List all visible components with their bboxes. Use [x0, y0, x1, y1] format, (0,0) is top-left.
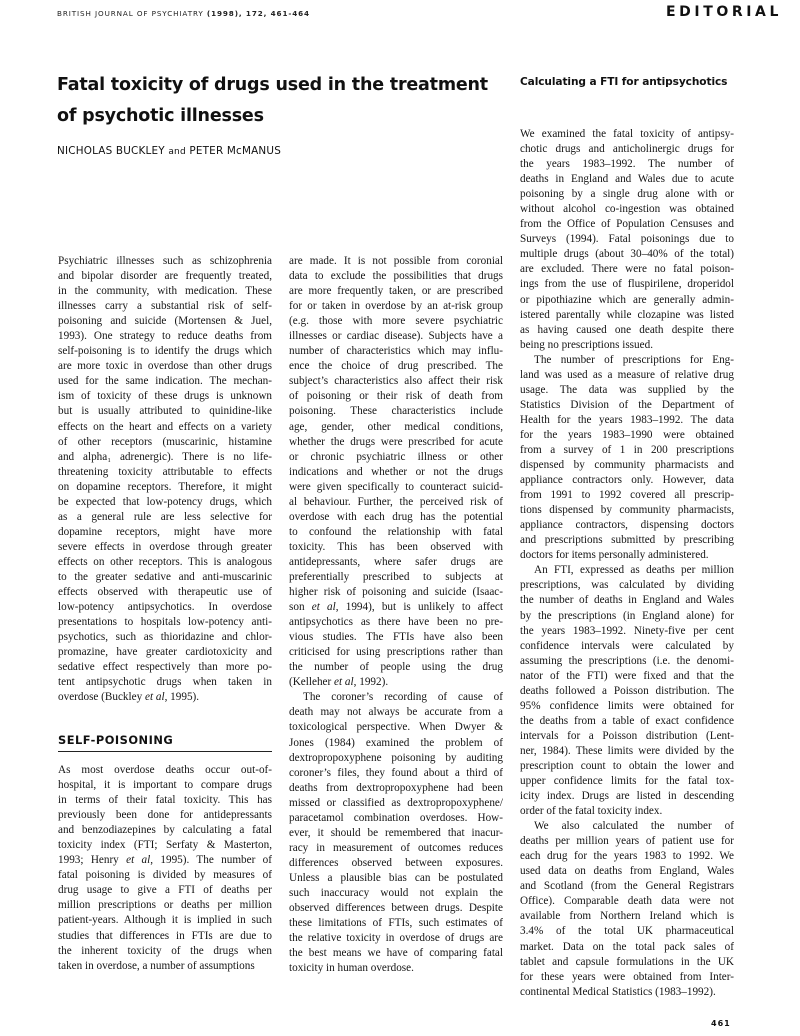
text-line: 1993; Henry et al, 1995). The number of [58, 854, 272, 867]
text-line: psychotics, such as thioridazine and chlor- [58, 631, 272, 644]
text-line: toxicity. This has been observed with [289, 540, 503, 553]
text-line: poisoning and suicide (Mortensen & Juel, [58, 315, 272, 328]
text-line: the years 1983–1992. Ninety-five per cent [520, 624, 734, 637]
text-line: as having caused one death despite there [520, 323, 734, 336]
column-2 [289, 254, 503, 976]
text-line: illnesses or cardiac disease). Subjects have a [289, 330, 503, 343]
text-line: land was used as a measure of relative drug [520, 368, 734, 381]
text-line: An FTI, expressed as deaths per million [534, 564, 734, 577]
text-line: icity index. Drugs are listed in descending [520, 790, 734, 803]
text-line: Office). Comparable death data were not [520, 895, 734, 908]
text-line: Psychiatric illnesses such as schizophrenia [58, 255, 272, 267]
text-line: for or taken in overdose by an at-risk group [289, 300, 503, 313]
text-line: are more frequently taken, or are prescribed [289, 285, 503, 298]
text-line: upper confidence limits for the fatal tox- [520, 775, 734, 788]
text-line: million prescriptions or deaths per million [58, 899, 272, 912]
text-line: indications and whether or not the drugs [289, 465, 503, 478]
text-line: deaths in England and Wales due to acute [520, 173, 734, 186]
author-1: NICHOLAS BUCKLEY [57, 145, 165, 157]
text-line: and Scotland (from the General Registrars [520, 880, 734, 893]
text-line: self-poisoning is to identify the drugs which [58, 345, 272, 358]
text-line: deaths per million years of patient use for [520, 835, 734, 848]
text-line: severe effects in overdose through greater [58, 540, 272, 553]
text-line: death may not always be accurate from a [289, 706, 503, 719]
column-3 [520, 127, 734, 1000]
text-line: overdose with each drug has the potential [289, 510, 503, 523]
text-line: to the greater sedative and anti-muscarinic [58, 570, 272, 583]
text-line: coroner’s files, they found about a third of [289, 766, 503, 779]
text-line: available from Northern Ireland which is [520, 910, 734, 923]
text-line: or chronic psychiatric illness or other [289, 450, 503, 463]
text-line: preferentially prescribed to subjects at [289, 570, 503, 583]
text-line: criticised for using prescriptions rather than [289, 646, 503, 659]
text-line: dextropropoxyphene poisoning by auditing [289, 751, 503, 764]
text-line: prescription count to obtain the lower and [520, 759, 734, 772]
text-line: and prescriptions submitted by prescribing [520, 534, 734, 547]
text-line: patient-years. Although it is implied in such [58, 914, 272, 927]
text-line: 95% confidence limits were obtained for [520, 699, 734, 712]
text-line: be expected that low-potency drugs, which [58, 495, 272, 508]
text-line: to confound the relationship with fatal [289, 525, 503, 538]
text-line: age, gender, other medical conditions, [289, 420, 503, 433]
text-line: ings from the use of fluspirilene, droperidol [520, 278, 734, 291]
text-line: were given specifically to counteract suicid- [289, 480, 503, 493]
text-line: Unless a plausible bias can be postulated [289, 871, 503, 884]
text-line: subject’s characteristics also affect their risk [289, 375, 503, 388]
text-line: son et al, 1994), but is unlikely to affect [289, 601, 504, 614]
section-label: EDITORIAL [666, 4, 782, 20]
text-line: higher risk of poisoning and suicide (Isaac- [289, 586, 503, 599]
text-line: the number of deaths in England and Wales [520, 594, 734, 607]
text-line: As most overdose deaths occur out-of- [58, 764, 272, 776]
text-line: (Kelleher et al, 1992). [289, 676, 389, 689]
text-line: being no prescriptions issued. [520, 338, 653, 351]
text-line: each drug for the years 1983 to 1992. We [520, 850, 734, 863]
text-line: ner, 1984). These limits were divided by the [520, 744, 734, 757]
text-line: Health for the years 1983–1992. The data [520, 413, 734, 426]
text-line: as a general rule are less selective for [58, 510, 272, 523]
text-line: drug usage to give a FTI of deaths per [58, 884, 272, 897]
text-line: dopamine receptors, might have more [58, 525, 272, 538]
text-line: used data on deaths from England, Wales [520, 865, 734, 878]
text-line: sedative effect respectively than more po- [58, 661, 272, 674]
journal-name: BRITISH JOURNAL OF PSYCHIATRY [57, 9, 204, 18]
text-line: vious studies. The FTIs have also been [289, 631, 503, 644]
text-line: such inaccuracy would not explain the [289, 886, 503, 899]
text-line: nator of the FTI) were fixed and that the [520, 669, 734, 682]
text-line: are made. It is not possible from coronial [289, 255, 503, 267]
text-line: these limitations of FTIs, such estimates of [289, 917, 503, 930]
text-line: number of characteristics which may influ- [289, 345, 503, 358]
text-line: ence the choice of drug prescribed. The [289, 360, 503, 373]
text-line: and alpha₁ adrenergic). There is no life- [58, 450, 272, 463]
text-line: assuming the prescriptions (i.e. the denomi- [520, 654, 734, 667]
text-line: previously been done for antidepressants [58, 809, 272, 822]
page-number: 461 [711, 1019, 731, 1028]
text-line: The coroner’s recording of cause of [303, 691, 503, 704]
text-line: studies that differences in FTIs are due to [58, 929, 272, 942]
text-line: observed differences between drugs. Despite [289, 902, 503, 915]
text-line: We examined the fatal toxicity of antipsy- [520, 128, 734, 140]
text-line: or pipothiazine which are generally admin- [520, 293, 734, 306]
text-line: effects on other receptors. This is analogous [58, 555, 272, 568]
text-line: threatening toxicity attributable to effects [58, 465, 272, 478]
text-line: tablet and capsule formulations in the UK [520, 955, 734, 968]
text-line: by the prescriptions (in England alone) for [520, 609, 734, 622]
text-line: dispensed by community pharmacists and [520, 459, 734, 472]
text-line: of other receptors (muscarinic, histamine [58, 435, 272, 448]
text-line: illnesses carry a substantial risk of self- [58, 300, 272, 313]
title-line-2: of psychotic illnesses [57, 106, 264, 126]
text-line: from the Office of Population Censuses and [520, 218, 734, 231]
text-line: toxicological perspective. When Dwyer & [289, 721, 503, 734]
text-line: without alcohol co-ingestion was obtained [520, 203, 734, 216]
text-line: on dopamine receptors. Therefore, it might [58, 480, 272, 493]
text-line: 3.4% of the total UK pharmaceutical [520, 925, 734, 938]
text-line: whether the drugs were prescribed for acute [289, 435, 503, 448]
text-line: the best means we have of comparing fatal [289, 947, 503, 960]
text-line: usage. The data was supplied by the [520, 383, 734, 396]
text-line: confidence intervals were calculated by [520, 639, 734, 652]
text-line: hospital, it is important to compare drugs [58, 779, 272, 792]
text-line: doctors for items personally administered. [520, 549, 709, 562]
text-line: deaths from dextropropoxyphene had been [289, 781, 503, 794]
column-1-self-poisoning-body [58, 763, 272, 974]
text-line: order of the fatal toxicity index. [520, 805, 663, 818]
text-line: appliance contractors only. However, data [520, 474, 734, 487]
text-line: of poisoning or their risk of death from [289, 390, 503, 403]
text-line: ism of toxicity of these drugs is unknown [58, 390, 272, 403]
text-line: Statistics Division of the Department of [520, 398, 734, 411]
text-line: 1993). One strategy to reduce deaths from [58, 330, 272, 343]
text-line: used for the same indication. The mechan- [58, 375, 272, 388]
text-line: differences observed between exposures. [289, 856, 503, 869]
text-line: and benzodiazepines by calculating a fatal [58, 824, 272, 837]
text-line: (e.g. those with more severe psychiatric [289, 315, 503, 328]
text-line: effects observed with therapeutic use of [58, 586, 272, 599]
text-line: paracetamol combination overdoses. How- [289, 811, 503, 824]
text-line: the relative toxicity in overdose of drugs are [289, 932, 503, 945]
text-line: deaths followed a Poisson distribution. The [520, 684, 734, 697]
text-line: the years 1983–1992. The number of [520, 158, 734, 171]
text-line: presentations to hospitals low-potency anti- [58, 616, 272, 629]
text-line: poisoning by a single drug alone with or [520, 188, 734, 201]
text-line: missed or classified as dextropropoxyphene/ [289, 796, 503, 809]
text-line: the inherent toxicity of the drugs when [58, 944, 272, 957]
running-head [57, 9, 310, 18]
author-2: PETER McMANUS [189, 145, 281, 157]
article-title [57, 70, 497, 132]
text-line: taken in overdose, a number of assumptions [58, 959, 255, 972]
text-line: prescriptions, was calculated by dividing [520, 579, 734, 592]
text-line: chotic drugs and anticholinergic drugs for [520, 143, 734, 156]
text-line: but is usually attributed to quinidine-like [58, 405, 272, 418]
text-line: appliance contractors, dispensing doctors [520, 519, 734, 532]
text-line: Jones (1984) examined the problem of [289, 736, 503, 749]
text-line: We also calculated the number of [534, 820, 734, 833]
text-line: promazine, have greater cardiotoxicity and [58, 646, 272, 659]
text-line: are more toxic in overdose than other drugs [58, 360, 272, 373]
text-line: in the community, with medication. These [58, 285, 272, 298]
text-line: intervals for a Poisson distribution (Lent- [520, 729, 734, 742]
text-line: toxicity index (FTI; Serfaty & Masterton, [58, 839, 272, 852]
text-line: antipsychotics as there have been no pre- [289, 616, 503, 629]
text-line: effects on the heart and effects on a variety [58, 420, 272, 433]
text-line: ever, it should be remembered that inacur- [289, 826, 503, 839]
text-line: poisoning. These characteristics include [289, 405, 503, 418]
text-line: from a survey of 1 in 200 prescriptions [520, 443, 734, 456]
journal-citation: (1998), 172, 461-464 [206, 9, 310, 18]
text-line: racy in measurement of outcomes reduces [289, 841, 503, 854]
text-line: istered parentally while clozapine was listed [520, 308, 734, 321]
column-1-intro [58, 254, 272, 705]
title-line-1: Fatal toxicity of drugs used in the treatment [57, 75, 488, 95]
text-line: tent antipsychotic drugs when taken in [58, 676, 272, 689]
section-heading-self-poisoning: SELF-POISONING [58, 733, 272, 752]
text-line: fatal poisoning is divided by measures of [58, 869, 272, 882]
text-line: tions dispensed by community pharmacists, [520, 504, 734, 517]
text-line: antidepressants, where safer drugs are [289, 555, 503, 568]
authors [57, 145, 281, 157]
text-line: The number of prescriptions for Eng- [534, 353, 734, 366]
text-line: the deaths from a table of exact confidence [520, 714, 734, 727]
text-line: Surveys (1994). Fatal poisonings due to [520, 233, 734, 246]
text-line: low-potency antipsychotics. In overdose [58, 601, 272, 614]
text-line: from 1991 to 1992 covered all prescrip- [520, 489, 734, 502]
text-line: continental Medical Statistics (1983–1992). [520, 985, 716, 998]
text-line: for these years were obtained from Inter- [520, 970, 734, 983]
text-line: market. Data on the total pack sales of [520, 940, 734, 953]
text-line: overdose (Buckley et al, 1995). [58, 691, 200, 704]
text-line: for the years 1983–1990 were obtained [520, 428, 734, 441]
text-line: are excluded. There were no fatal poison- [520, 263, 734, 276]
text-line: in terms of their fatal toxicity. This has [58, 794, 272, 807]
section-heading-calculating-fti: Calculating a FTI for antipsychotics [520, 76, 728, 88]
text-line: and bipolar disorder are frequently treated, [58, 270, 272, 283]
text-line: multiple drugs (about 30–40% of the total) [520, 248, 734, 261]
author-joiner: and [168, 147, 186, 157]
text-line: al behaviour. Further, the perceived risk of [289, 495, 503, 508]
text-line: toxicity in human overdose. [289, 962, 414, 975]
text-line: the number of people using the drug [289, 661, 503, 674]
text-line: data to exclude the possibilities that drugs [289, 270, 503, 283]
